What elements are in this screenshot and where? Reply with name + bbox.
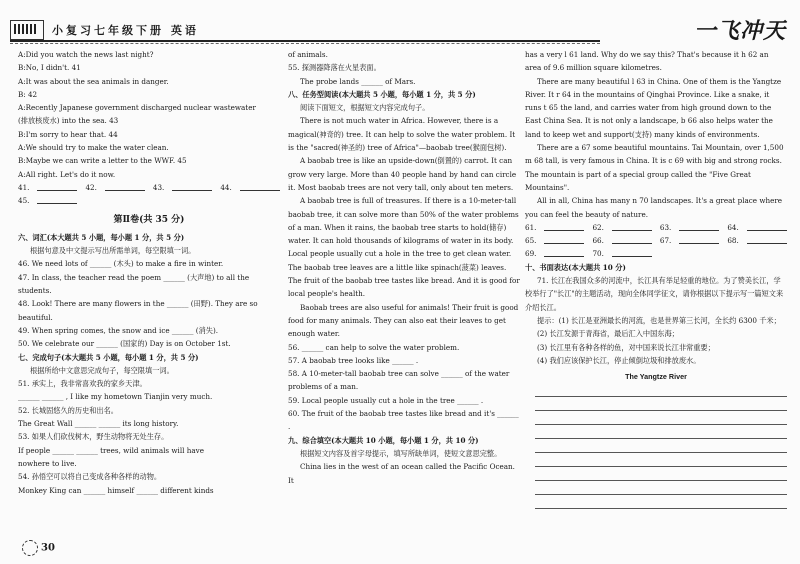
answer-blank[interactable] — [612, 234, 652, 244]
answer-num: 45. — [18, 196, 30, 206]
page-number: 30 — [22, 540, 55, 556]
sun-icon — [22, 540, 38, 556]
reading-question: 58. A 10-meter-tall baobab tree can solve ______ of the water problems of a man. — [288, 369, 510, 392]
reading-section-title: 八、任务型阅读(本大题共 5 小题，每小题 1 分，共 5 分) — [288, 89, 476, 99]
text-line: of animals. — [288, 50, 328, 59]
answer-num: 68. — [727, 236, 739, 246]
cloze-paragraph: All in all, China has many n 70 landscapes. It's a great place where you can feel the beauty of nature. — [525, 196, 783, 219]
writing-line[interactable] — [535, 397, 787, 411]
writing-prompt: 71. 长江在我国众多的河流中，长江具有举足轻重的地位。为了赞美长江，学校举行了"长江"的主题活动，现向全体同学征文，请你根据以下提示写一篇短文来介绍长江。 — [525, 276, 784, 312]
writing-line[interactable] — [535, 467, 787, 481]
cloze-paragraph: There are many beautiful l 63 in China. One of them is the Yangtze River. It r 64 in the mountains of Qinghai Province. Like a snake, it runs t 65 the land, and carries water from high ground down to the East China Sea. It is not only a landscape, b 66 also helps water the land to keep wet and support(支持) many kinds of environments. — [525, 76, 782, 139]
writing-line[interactable] — [535, 425, 787, 439]
answer-row — [525, 234, 787, 247]
answer-blank[interactable] — [679, 221, 719, 231]
answer-num: 62. — [592, 222, 604, 232]
column-left — [18, 48, 280, 497]
vocab-question: 46. We need lots of ______ (木头) to make a fire in winter. — [18, 259, 224, 269]
answer-blank[interactable] — [240, 181, 280, 191]
reading-question: 57. A baobab tree looks like ______ . — [288, 355, 419, 365]
header-rule-dashed — [10, 43, 600, 44]
dialog-line: A:Recently Japanese government discharged nuclear wastewater — [18, 103, 256, 113]
answer-num: 67. — [659, 236, 672, 246]
writing-line[interactable] — [535, 453, 787, 467]
answer-blank[interactable] — [679, 234, 719, 244]
dialog-line: B:I'm sorry to hear that. 44 — [18, 129, 118, 139]
text-line: The probe lands ______ of Mars. — [300, 76, 416, 86]
dialog-line: B:Maybe we can write a letter to the WWF. 45 — [18, 156, 187, 166]
cloze-paragraph: There are a 67 some beautiful mountains. Tai Mountain, over 1,500 m 68 tall, is very famous in China. It is c 69 with big and strong rocks. The mountain is part of a special group called the "Five Great Mountains". — [525, 143, 784, 192]
complete-line: 51. 承实上，我非常喜欢我的家乡天津。 — [18, 379, 147, 389]
answer-row — [525, 221, 787, 234]
writing-line[interactable] — [535, 383, 787, 397]
writing-line[interactable] — [535, 481, 787, 495]
dialog-line: B:No, I didn't. 41 — [18, 63, 81, 73]
vocab-question: 48. Look! There are many flowers in the ______ (田野). They are so beautiful. — [18, 299, 258, 322]
complete-line: 52. 长城固悠久的历史和出名。 — [18, 405, 118, 415]
header-logo-mark — [10, 20, 44, 40]
column-right — [525, 48, 787, 509]
part2-title: 第Ⅱ卷(共 35 分) — [113, 214, 185, 225]
answer-blank[interactable] — [37, 181, 77, 191]
vocab-question: 47. In class, the teacher read the poem ______ (大声地) to all the students. — [18, 272, 250, 296]
cloze-paragraph: has a very l 61 land. Why do we say this? That's because it h 62 an area of 9.6 million square kilometres. — [525, 50, 769, 73]
complete-line: The Great Wall ______ ______ its long history. — [18, 419, 179, 429]
writing-hint: (4) 我们应该保护长江，停止倾倒垃圾和排放废水。 — [537, 355, 701, 365]
complete-section-title: 七、完成句子(本大题共 5 小题，每小题 1 分，共 5 分) — [18, 352, 199, 362]
dialog-line: B: 42 — [18, 89, 38, 99]
dialog-line: A:All right. Let's do it now. — [18, 169, 116, 179]
passage-paragraph: There is not much water in Africa. However, there is a magical(神奇的) tree. It can help to solve the water problem. It is the "sacred(神圣的) tree of Africa"—baobab tree(猴面包树). — [288, 116, 516, 153]
complete-instruction: 根据所给中文意思完成句子，每空限填一词。 — [30, 365, 174, 375]
answer-row — [18, 194, 280, 207]
answer-num: 63. — [659, 222, 672, 232]
answer-blank[interactable] — [37, 194, 77, 204]
dialog-line: A:It was about the sea animals in danger. — [18, 76, 169, 86]
answer-num: 61. — [525, 222, 537, 232]
dialog-line: A:Did you watch the news last night? — [18, 50, 154, 59]
answer-num: 70. — [592, 249, 604, 259]
vocab-question: 50. We celebrate our ______ (国家的) Day is on October 1st. — [18, 339, 231, 349]
writing-hint: (2) 长江发源于青海省，最后汇入中国东海； — [537, 329, 679, 339]
answer-blank[interactable] — [612, 247, 652, 257]
answer-blank[interactable] — [544, 247, 584, 257]
answer-num: 66. — [592, 236, 604, 246]
answer-blank[interactable] — [544, 221, 584, 231]
reading-question: 60. The fruit of the baobab tree tastes like bread and it's ______ . — [288, 409, 519, 432]
complete-line: nowhere to live. — [18, 458, 77, 468]
writing-hint: 提示：(1) 长江是亚洲最长的河流，也是世界第三长河，全长约 6300 千米； — [537, 315, 781, 325]
answer-num: 65. — [525, 236, 537, 246]
answer-blank[interactable] — [747, 234, 787, 244]
answer-blank[interactable] — [612, 221, 652, 231]
vocab-question: 49. When spring comes, the snow and ice ______ (消失). — [18, 325, 219, 335]
answer-blank[interactable] — [105, 181, 145, 191]
answer-blank[interactable] — [172, 181, 212, 191]
vocab-section-title: 六、词汇(本大题共 5 小题，每小题 1 分，共 5 分) — [18, 232, 185, 242]
complete-line: If people ______ ______ trees, wild animals will have — [18, 445, 204, 455]
complete-line: 54. 孙悟空可以将自己变成各种各样的动物。 — [18, 472, 162, 482]
complete-line: Monkey King can ______ himself ______ different kinds — [18, 485, 214, 495]
dialog-line: (排放核废水) into the sea. 43 — [18, 116, 119, 126]
writing-hint: (3) 长江里有各种各样的鱼，对中国来说长江非常重要； — [537, 342, 715, 352]
writing-line[interactable] — [535, 439, 787, 453]
reading-question: 59. Local people usually cut a hole in the tree ______ . — [288, 395, 484, 405]
reading-question: 56. ______ can help to solve the water problem. — [288, 342, 460, 352]
writing-section-title: 十、书面表达(本大题共 10 分) — [525, 262, 626, 272]
reading-instruction: 阅读下面短文，根据短文内容完成句子。 — [300, 103, 430, 113]
complete-line: 53. 如果人们砍伐树木，野生动物将无处生存。 — [18, 432, 169, 442]
answer-num: 69. — [525, 249, 537, 259]
answer-blank[interactable] — [747, 221, 787, 231]
cloze-instruction: 根据短文内容及首字母提示，填写所缺单词，使短文意思完整。 — [300, 448, 502, 458]
passage-paragraph: Baobab trees are also useful for animals! Their fruit is good food for many animals. They can also eat their leaves to get enough water. — [288, 302, 519, 339]
answer-blank[interactable] — [544, 234, 584, 244]
writing-area[interactable] — [525, 383, 787, 509]
complete-line: ______ ______ , I like my hometown Tianjin very much. — [18, 392, 213, 402]
cloze-section-title: 九、综合填空(本大题共 10 小题，每小题 1 分，共 10 分) — [288, 435, 479, 445]
header-rule — [10, 40, 600, 42]
header-title: 小复习七年级下册 英语 — [52, 24, 199, 37]
column-middle — [288, 48, 520, 487]
answer-num: 44. — [220, 182, 232, 192]
answer-num: 41. — [18, 182, 30, 192]
answer-row — [525, 247, 787, 260]
dialog-section — [18, 48, 280, 208]
cloze-start: China lies in the west of an ocean called the Pacific Ocean. It — [288, 462, 515, 485]
text-line: 55. 探测器降落在火星表面。 — [288, 63, 381, 73]
answer-row — [18, 181, 280, 194]
dialog-line: A:We should try to make the water clean. — [18, 143, 169, 153]
passage-paragraph: A baobab tree is full of treasures. If there is a 10-meter-tall baobab tree, it can solve more than 50% of the water problems of a man. When it rains, the baobab tree starts to hold(储存) water. It can hold thousands of kilograms of water in its body. Local people usually cut a hole in the tree to get clean water. The baobab tree leaves are a little like spinach(菠菜) leaves. The fruit of the baobab tree tastes like bread. And it is good for local people's health. — [288, 196, 520, 299]
writing-line[interactable] — [535, 411, 787, 425]
vocab-instruction: 根据句意及中文提示写出所需单词，每空限填一词。 — [30, 246, 196, 256]
writing-line[interactable] — [535, 495, 787, 509]
answer-num: 43. — [152, 182, 165, 192]
essay-title: The Yangtze River — [625, 372, 687, 382]
brand-logo: 一飞冲天 — [693, 18, 786, 44]
answer-num: 42. — [85, 182, 97, 192]
passage-paragraph: A baobab tree is like an upside-down(倒置的) carrot. It can grow very large. More than 40 people hand by hand can circle it. Most baobab trees are not very tall, only about ten meters. — [288, 156, 517, 192]
answer-num: 64. — [727, 222, 739, 232]
